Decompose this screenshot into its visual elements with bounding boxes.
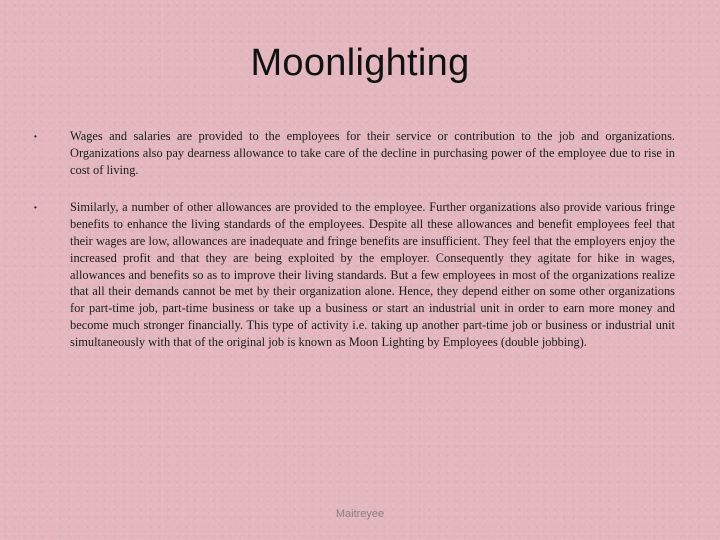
bullet-text: Similarly, a number of other allowances are provided to the employee. Further organizations also provide various fringe benefits to enhance the living standards of the employees. Despite all these allowances and benefit employees feel that their wages are low, allowances are inadequate and fringe benefits are insufficient. They feel that the employers enjoy the increased profit and that they are being exploited by the employer. Consequently they agitate for hike in wages, allowances and benefits so as to improve their living standards. But a few employees in most of the organizations realize that all their demands cannot be met by their organization alone. Hence, they depend either on some other organizations for part-time job, part-time business or take up a business or start an industrial unit in order to earn more money and become much stronger financially. This type of activity i.e. taking up another part-time job or business or industrial unit simultaneously with that of the original job is known as Moon Lighting by Employees (double jobbing). <box>70 200 675 349</box>
bullet-item <box>34 199 675 350</box>
slide-footer: Maitreyee <box>335 508 385 520</box>
bullet-marker: • <box>34 203 37 213</box>
bullet-list <box>34 128 675 372</box>
bullet-text: Wages and salaries are provided to the employees for their service or contribution to the job and organizations. Organizations also pay dearness allowance to take care of the decline in purchasing power of the employee due to rise in cost of living. <box>70 129 675 177</box>
bullet-marker: • <box>34 132 37 141</box>
bullet-item <box>34 128 675 178</box>
slide-title: Moonlighting <box>250 42 470 84</box>
